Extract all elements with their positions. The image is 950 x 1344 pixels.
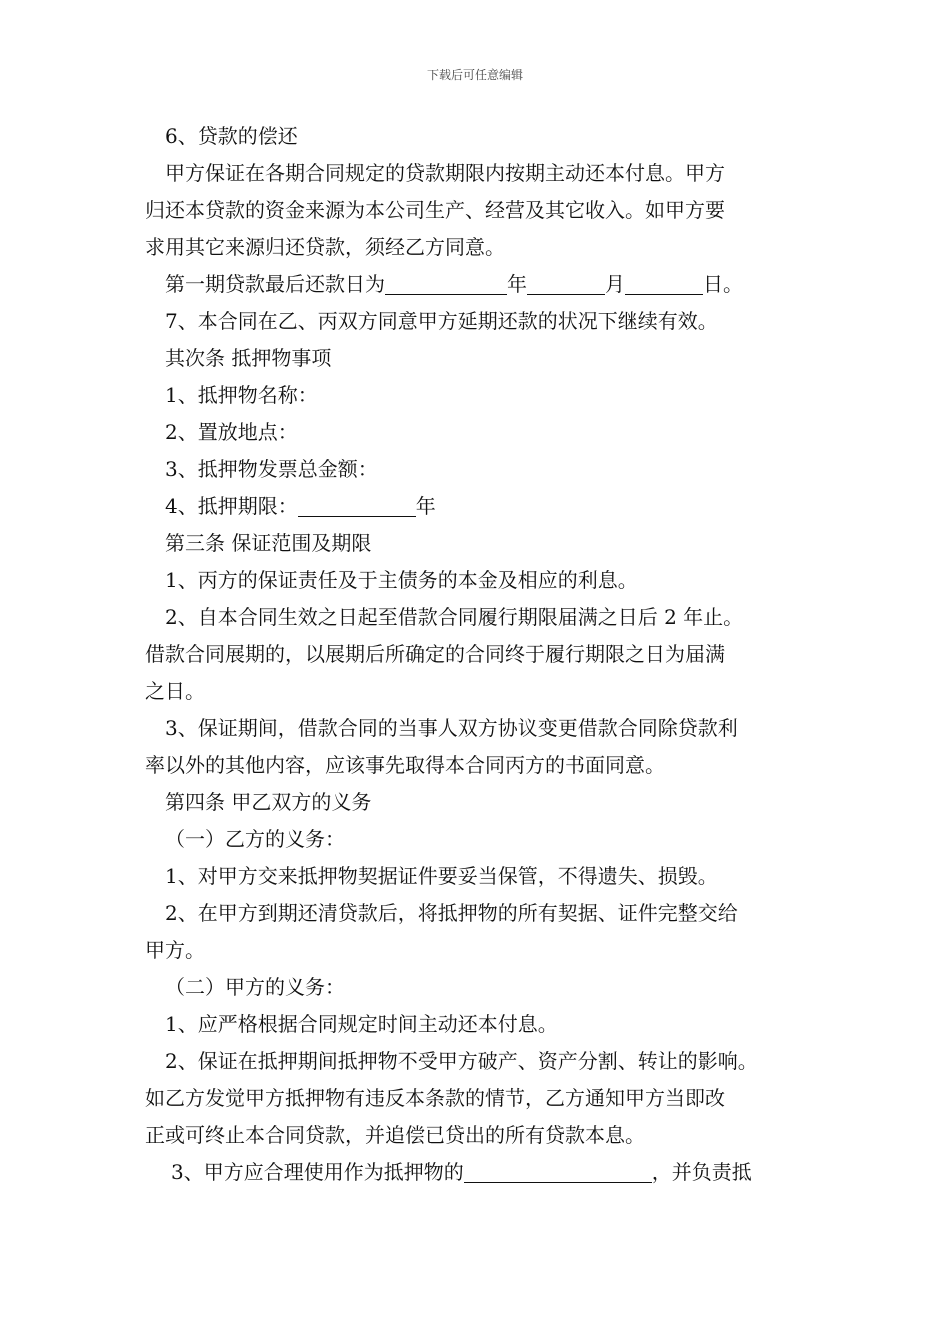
list-item: 2、保证在抵押期间抵押物不受甲方破产、资产分割、转让的影响。 [165, 1049, 758, 1073]
paragraph-line: 正或可终止本合同贷款，并追偿已贷出的所有贷款本息。 [145, 1123, 645, 1147]
contract-body [145, 118, 825, 1191]
year-label: 年 [507, 272, 527, 296]
list-item: 1、丙方的保证责任及于主债务的本金及相应的利息。 [165, 568, 638, 592]
repayment-date-line [145, 266, 825, 303]
day-blank [625, 274, 703, 295]
paragraph-line: 借款合同展期的，以展期后所确定的合同终于履行期限之日为届满 [145, 642, 725, 666]
mortgage-term-line [145, 488, 825, 525]
collateral-use-label: 3、甲方应合理使用作为抵押物的 [171, 1160, 464, 1184]
list-item: 3、保证期间，借款合同的当事人双方协议变更借款合同除贷款利 [165, 716, 738, 740]
day-label: 日。 [703, 272, 743, 296]
month-label: 月 [605, 272, 625, 296]
year-blank [385, 274, 507, 295]
article-heading: 第三条 保证范围及期限 [165, 531, 372, 555]
page-header: 下载后可任意编辑 [426, 68, 523, 82]
paragraph-line: 甲方。 [145, 938, 205, 962]
paragraph-line: 求用其它来源归还贷款，须经乙方同意。 [145, 235, 505, 259]
list-item: 1、应严格根据合同规定时间主动还本付息。 [165, 1012, 558, 1036]
list-item: 3、抵押物发票总金额： [165, 457, 378, 481]
paragraph-line: 归还本贷款的资金来源为本公司生产、经营及其它收入。如甲方要 [145, 198, 725, 222]
term-blank [298, 496, 416, 517]
section-heading: 6、贷款的偿还 [165, 124, 298, 148]
paragraph-line: 率以外的其他内容，应该事先取得本合同丙方的书面同意。 [145, 753, 665, 777]
month-blank [527, 274, 605, 295]
collateral-use-tail: ，并负责抵 [651, 1160, 752, 1184]
list-item: 2、自本合同生效之日起至借款合同履行期限届满之日后 2 年止。 [165, 605, 744, 629]
mortgage-term-label: 4、抵押期限： [165, 494, 298, 518]
article-heading: 其次条 抵押物事项 [165, 346, 332, 370]
list-item: 2、在甲方到期还清贷款后，将抵押物的所有契据、证件完整交给 [165, 901, 738, 925]
paragraph-line: 如乙方发觉甲方抵押物有违反本条款的情节，乙方通知甲方当即改 [145, 1086, 725, 1110]
paragraph-line: 甲方保证在各期合同规定的贷款期限内按期主动还本付息。甲方 [165, 161, 725, 185]
sub-heading: （一）乙方的义务： [165, 827, 345, 851]
sub-heading: （二）甲方的义务： [165, 975, 345, 999]
list-item: 1、抵押物名称： [165, 383, 318, 407]
repayment-date-label: 第一期贷款最后还款日为 [165, 272, 385, 296]
list-item: 2、置放地点： [165, 420, 298, 444]
paragraph-line: 之日。 [145, 679, 205, 703]
article-heading: 第四条 甲乙双方的义务 [165, 790, 372, 814]
collateral-use-line [145, 1154, 825, 1191]
term-year-label: 年 [415, 494, 436, 518]
paragraph-line: 7、本合同在乙、丙双方同意甲方延期还款的状况下继续有效。 [165, 309, 718, 333]
list-item: 1、对甲方交来抵押物契据证件要妥当保管，不得遗失、损毁。 [165, 864, 718, 888]
collateral-blank [464, 1162, 652, 1183]
